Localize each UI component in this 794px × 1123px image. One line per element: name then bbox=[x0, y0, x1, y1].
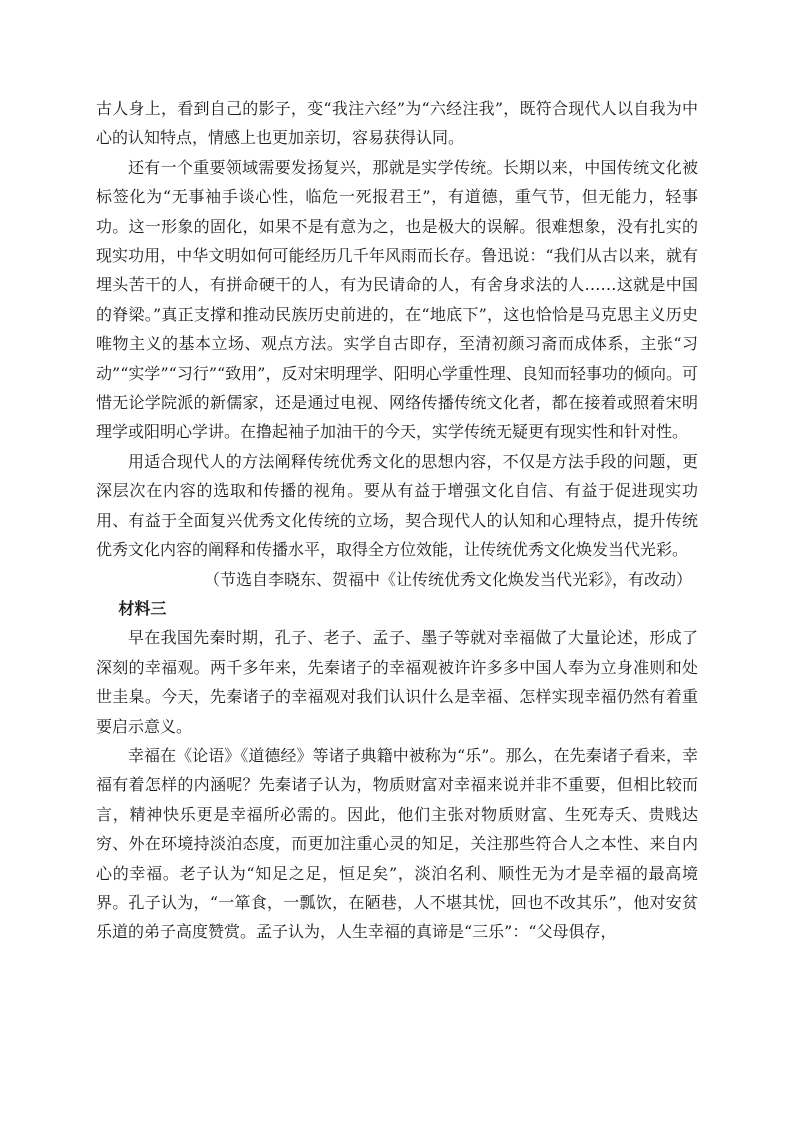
paragraph-happiness-meaning: 幸福在《论语》《道德经》等诸子典籍中被称为“乐”。那么，在先秦诸子看来，幸福有着怎样的内涵呢？先秦诸子认为，物质财富对幸福来说并非不重要，但相比较而言，精神快乐更是幸福所必需的。因此，他们主张对物质财富、生死寿夭、贵贱达穷、外在环境持淡泊态度，而更加注重心灵的知足，关注那些符合人之本性、来自内心的幸福。老子认为“知足之足，恒足矣”，淡泊名利、顺性无为才是幸福的最高境界。孔子认为，“一箪食，一瓢饮，在陋巷，人不堪其忧，回也不改其乐”，他对安贫乐道的弟子高度赞赏。孟子认为，人生幸福的真谛是“三乐”：“父母俱存， bbox=[96, 745, 698, 942]
paragraph-pre-qin-happiness: 早在我国先秦时期，孔子、老子、孟子、墨子等就对幸福做了大量论述，形成了深刻的幸福观。两千多年来，先秦诸子的幸福观被许许多多中国人奉为立身准则和处世圭臬。今天，先秦诸子的幸福观对我们认识什么是幸福、怎样实现幸福仍然有着重要启示意义。 bbox=[96, 628, 698, 736]
section-heading-material-three: 材料三 bbox=[118, 598, 167, 618]
source-citation: （节选自李晓东、贺福中《让传统优秀文化焕发当代光彩》，有改动） bbox=[203, 569, 692, 589]
paragraph-modern-interpretation: 用适合现代人的方法阐释传统优秀文化的思想内容，不仅是方法手段的问题，更深层次在内容的选取和传播的视角。要从有益于增强文化自信、有益于促进现实功用、有益于全面复兴优秀文化传统的立场，契合现代人的认知和心理特点，提升传统优秀文化内容的阐释和传播水平，取得全方位效能，让传统优秀文化焕发当代光彩。 bbox=[96, 451, 698, 560]
paragraph-practical-learning: 还有一个重要领域需要发扬复兴，那就是实学传统。长期以来，中国传统文化被标签化为“无事袖手谈心性，临危一死报君王”，有道德，重气节，但无能力，轻事功。这一形象的固化，如果不是有意为之，也是极大的误解。很难想象，没有扎实的现实功用，中华文明如何可能经历几千年风雨而长存。鲁迅说：“我们从古以来，就有埋头苦干的人，有拼命硬干的人，有为民请命的人，有舍身求法的人……这就是中国的脊梁。”真正支撑和推动民族历史前进的，在“地底下”，这也恰恰是马克思主义历史唯物主义的基本立场、观点方法。实学自古即存，至清初颜习斋而成体系，主张“习动”“实学”“习行”“致用”，反对宋明理学、阳明心学重性理、良知而轻事功的倾向。可惜无论学院派的新儒家，还是通过电视、网络传播传统文化者，都在接着或照着宋明理学或阳明心学讲。在撸起袖子加油干的今天，实学传统无疑更有现实性和针对性。 bbox=[96, 157, 698, 442]
document-page bbox=[96, 94, 698, 947]
paragraph-continuation: 古人身上，看到自己的影子，变“我注六经”为“六经注我”，既符合现代人以自我为中心的认知特点，情感上也更加亲切，容易获得认同。 bbox=[96, 99, 698, 148]
